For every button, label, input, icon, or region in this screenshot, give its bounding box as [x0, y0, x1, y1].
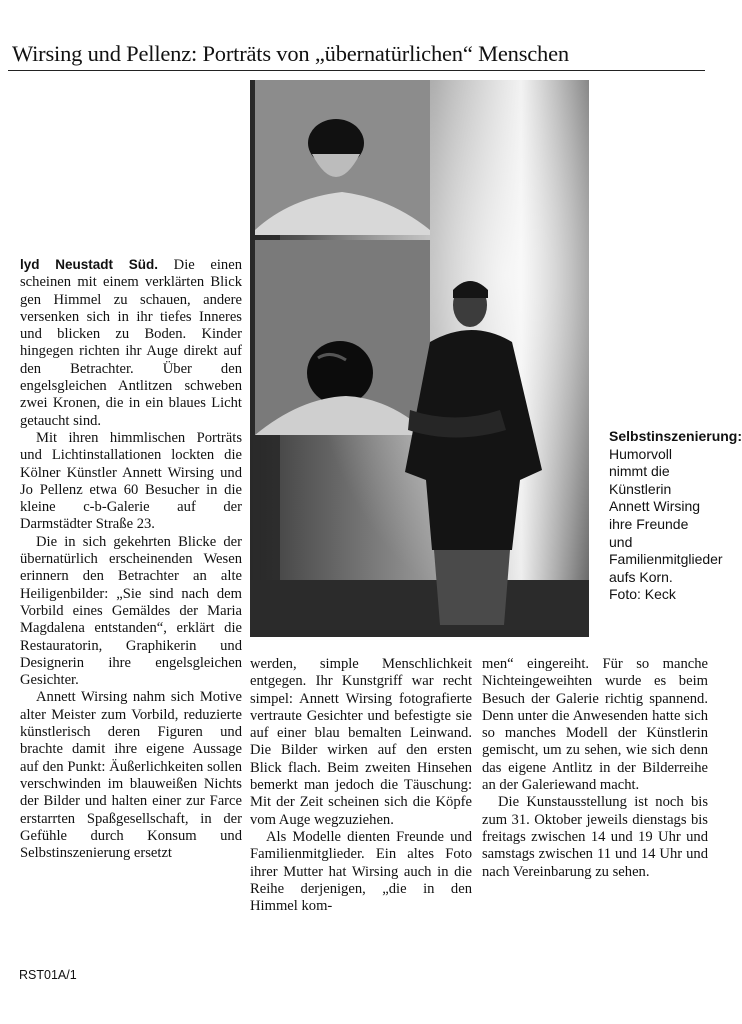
paragraph-text: Die einen scheinen mit einem verklärten Blick gen Himmel zu schauen, andere versenken sich in ihr tiefes Inneres und blicken zu Boden. Kinder hingegen richten ihr Auge direkt auf den Betrachter. Über den engelsgleichen Antlitzen schweben zwei Kronen, die in ein blaues Licht getaucht sind.	[20, 257, 242, 429]
photo-caption	[609, 428, 742, 604]
caption-lead: Selbstinszenierung:	[609, 428, 742, 444]
paragraph: Mit ihren himmlischen Porträts und Lichtinstallationen lockten die Kölner Künstler Annett Wirsing und Jo Pellenz etwa 60 Besucher in die kleine c-b-Galerie auf der Darmstädter Straße 23.	[20, 429, 242, 533]
article-column-2	[250, 656, 472, 915]
photo-artist-with-portraits	[250, 80, 589, 637]
headline: Wirsing und Pellenz: Porträts von „übernatürlichen“ Menschen	[12, 41, 569, 66]
paragraph: Die Kunstausstellung ist noch bis zum 31. Oktober jeweils dienstags bis freitags zwischen 14 und 19 Uhr und samstags zwischen 11 und 14 Uhr und nach Vereinbarung zu sehen.	[482, 794, 708, 880]
paragraph: Als Modelle dienten Freunde und Familienmitglieder. Ein altes Foto ihrer Mutter hat Wirsing auch in die Reihe derjenigen, „die in den Himmel kom-	[250, 828, 472, 915]
paragraph: Annett Wirsing nahm sich Motive alter Meister zum Vorbild, reduzierte künstlerisch deren Figuren und brachte damit ihre eigene Aussage auf den Punkt: Äußerlichkeiten sollen verschwinden im blauweißen Nichts der Bilder und halten einer zur Farce erstarrten Spaßgesellschaft, in der Gefühle durch Konsum und Selbstinszenierung ersetzt	[20, 689, 242, 862]
headline-rule	[8, 70, 705, 71]
caption-text: Humorvoll nimmt die Künstlerin Annett Wirsing ihre Freunde und Familienmitglieder aufs Korn.	[609, 445, 723, 585]
paragraph: werden, simple Menschlichkeit entgegen. Ihr Kunstgriff war recht simpel: Annett Wirsing fotografierte vertraute Gesichter und befestigte sie auf einer blau bemalten Leinwand. Die Bilder wirken auf den ersten Blick flach. Beim zweiten Hinsehen bemerkt man jedoch die Täuschung: Mit der Zeit scheinen sich die Köpfe vom Auge wegzuziehen.	[250, 656, 472, 828]
article-column-3	[482, 656, 708, 881]
article-column-1	[20, 256, 242, 862]
paragraph	[20, 256, 242, 430]
page-code: RST01A/1	[19, 968, 77, 982]
article-photo	[250, 80, 589, 637]
photo-credit: Foto: Keck	[609, 586, 676, 603]
paragraph: Die in sich gekehrten Blicke der übernatürlich erscheinenden Wesen erinnern den Betrachter an alte Heiligenbilder: „Sie sind nach dem Vorbild eines Gemäldes der Maria Magdalena entstanden“, erklärt die Restauratorin, Graphikerin und Designerin ihre engelsgleichen Gesichter.	[20, 533, 242, 689]
paragraph: men“ eingereiht. Für so manche Nichteingeweihten wurde es beim Besuch der Galerie richtig spannend. Denn unter die Anwesenden hatte sich so manches Modell der Künstlerin gemischt, um zu sehen, wie sich denn das eigene Antlitz in der Bilderreihe an der Galeriewand macht.	[482, 656, 708, 794]
dateline: lyd Neustadt Süd.	[20, 257, 159, 272]
